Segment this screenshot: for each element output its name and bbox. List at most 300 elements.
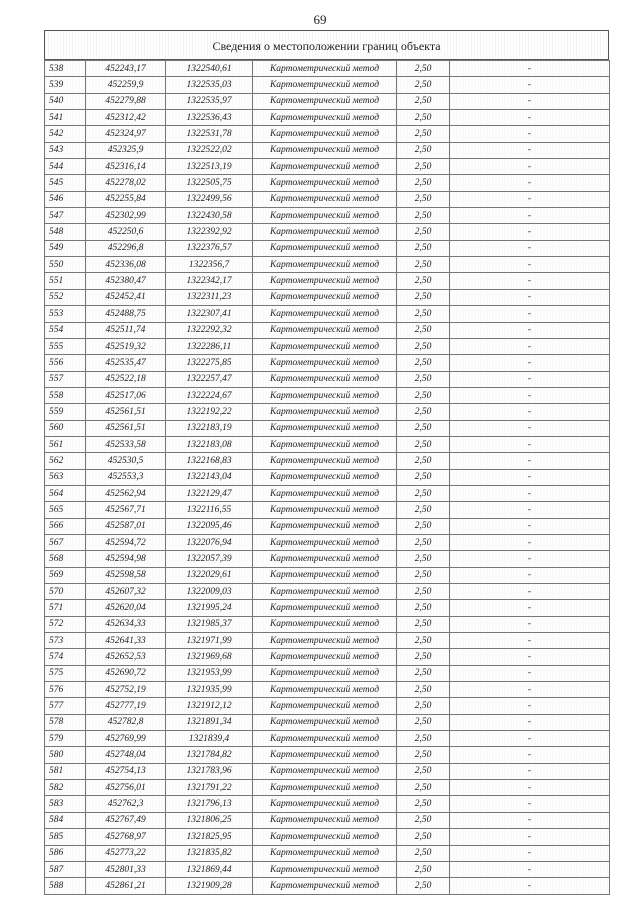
accuracy-cell: 2,50 (397, 469, 450, 485)
method-cell: Картометрический метод (253, 404, 397, 420)
coordinate-x-cell: 452302,99 (86, 208, 166, 224)
accuracy-cell: 2,50 (397, 731, 450, 747)
method-cell: Картометрический метод (253, 387, 397, 403)
coordinate-x-cell: 452748,04 (86, 747, 166, 763)
accuracy-cell: 2,50 (397, 812, 450, 828)
method-cell: Картометрический метод (253, 126, 397, 142)
method-cell: Картометрический метод (253, 289, 397, 305)
accuracy-cell: 2,50 (397, 387, 450, 403)
method-cell: Картометрический метод (253, 208, 397, 224)
method-cell: Картометрический метод (253, 306, 397, 322)
coordinate-y-cell: 1321806,25 (166, 812, 253, 828)
description-cell: - (450, 338, 610, 354)
description-cell: - (450, 371, 610, 387)
accuracy-cell: 2,50 (397, 142, 450, 158)
method-cell: Картометрический метод (253, 829, 397, 845)
accuracy-cell: 2,50 (397, 224, 450, 240)
point-number-cell: 548 (45, 224, 86, 240)
description-cell: - (450, 812, 610, 828)
accuracy-cell: 2,50 (397, 567, 450, 583)
coordinate-y-cell: 1322376,57 (166, 240, 253, 256)
point-number-cell: 542 (45, 126, 86, 142)
coordinate-y-cell: 1321969,68 (166, 649, 253, 665)
description-cell: - (450, 682, 610, 698)
accuracy-cell: 2,50 (397, 747, 450, 763)
coordinate-x-cell: 452561,51 (86, 420, 166, 436)
coordinate-x-cell: 452522,18 (86, 371, 166, 387)
method-cell: Картометрический метод (253, 142, 397, 158)
description-cell: - (450, 861, 610, 877)
description-cell: - (450, 796, 610, 812)
accuracy-cell: 2,50 (397, 273, 450, 289)
coordinate-x-cell: 452533,58 (86, 436, 166, 452)
coordinate-x-cell: 452762,3 (86, 796, 166, 812)
accuracy-cell: 2,50 (397, 616, 450, 632)
description-cell: - (450, 420, 610, 436)
accuracy-cell: 2,50 (397, 682, 450, 698)
accuracy-cell: 2,50 (397, 861, 450, 877)
table-row (45, 551, 610, 567)
coordinate-y-cell: 1322513,19 (166, 159, 253, 175)
accuracy-cell: 2,50 (397, 829, 450, 845)
coordinate-x-cell: 452754,13 (86, 763, 166, 779)
point-number-cell: 549 (45, 240, 86, 256)
point-number-cell: 550 (45, 257, 86, 273)
coordinate-x-cell: 452561,51 (86, 404, 166, 420)
point-number-cell: 583 (45, 796, 86, 812)
point-number-cell: 540 (45, 93, 86, 109)
description-cell: - (450, 649, 610, 665)
table-row (45, 469, 610, 485)
method-cell: Картометрический метод (253, 534, 397, 550)
accuracy-cell: 2,50 (397, 502, 450, 518)
point-number-cell: 539 (45, 77, 86, 93)
coordinate-x-cell: 452336,08 (86, 257, 166, 273)
method-cell: Картометрический метод (253, 747, 397, 763)
coordinate-y-cell: 1321891,34 (166, 714, 253, 730)
coordinate-x-cell: 452535,47 (86, 355, 166, 371)
coordinate-y-cell: 1321835,82 (166, 845, 253, 861)
point-number-cell: 559 (45, 404, 86, 420)
coordinate-x-cell: 452861,21 (86, 878, 166, 894)
method-cell: Картометрический метод (253, 584, 397, 600)
coordinate-y-cell: 1321971,99 (166, 633, 253, 649)
coordinate-y-cell: 1322292,32 (166, 322, 253, 338)
description-cell: - (450, 355, 610, 371)
coordinate-y-cell: 1322522,02 (166, 142, 253, 158)
point-number-cell: 585 (45, 829, 86, 845)
description-cell: - (450, 584, 610, 600)
coordinate-x-cell: 452243,17 (86, 61, 166, 77)
accuracy-cell: 2,50 (397, 534, 450, 550)
method-cell: Картометрический метод (253, 812, 397, 828)
coordinate-y-cell: 1322192,22 (166, 404, 253, 420)
coordinate-x-cell: 452634,33 (86, 616, 166, 632)
description-cell: - (450, 159, 610, 175)
table-row (45, 387, 610, 403)
description-cell: - (450, 829, 610, 845)
method-cell: Картометрический метод (253, 698, 397, 714)
method-cell: Картометрический метод (253, 763, 397, 779)
coordinate-y-cell: 1322311,23 (166, 289, 253, 305)
point-number-cell: 546 (45, 191, 86, 207)
table-row (45, 763, 610, 779)
accuracy-cell: 2,50 (397, 110, 450, 126)
coordinate-x-cell: 452752,19 (86, 682, 166, 698)
boundary-table-sheet (44, 30, 609, 895)
accuracy-cell: 2,50 (397, 698, 450, 714)
coordinate-x-cell: 452777,19 (86, 698, 166, 714)
coordinate-y-cell: 1322505,75 (166, 175, 253, 191)
coordinate-y-cell: 1322286,11 (166, 338, 253, 354)
point-number-cell: 575 (45, 665, 86, 681)
description-cell: - (450, 567, 610, 583)
coordinate-x-cell: 452380,47 (86, 273, 166, 289)
accuracy-cell: 2,50 (397, 714, 450, 730)
coordinate-y-cell: 1321825,95 (166, 829, 253, 845)
coordinate-y-cell: 1322342,17 (166, 273, 253, 289)
method-cell: Картометрический метод (253, 861, 397, 877)
table-row (45, 257, 610, 273)
accuracy-cell: 2,50 (397, 77, 450, 93)
method-cell: Картометрический метод (253, 371, 397, 387)
description-cell: - (450, 404, 610, 420)
point-number-cell: 554 (45, 322, 86, 338)
table-row (45, 502, 610, 518)
coordinate-y-cell: 1322224,67 (166, 387, 253, 403)
accuracy-cell: 2,50 (397, 780, 450, 796)
coordinate-y-cell: 1322168,83 (166, 453, 253, 469)
table-row (45, 110, 610, 126)
coordinate-y-cell: 1322275,85 (166, 355, 253, 371)
table-row (45, 616, 610, 632)
description-cell: - (450, 763, 610, 779)
description-cell: - (450, 780, 610, 796)
accuracy-cell: 2,50 (397, 306, 450, 322)
description-cell: - (450, 665, 610, 681)
coordinate-y-cell: 1322143,04 (166, 469, 253, 485)
coordinate-x-cell: 452756,01 (86, 780, 166, 796)
description-cell: - (450, 453, 610, 469)
coordinate-x-cell: 452316,14 (86, 159, 166, 175)
coordinate-x-cell: 452620,04 (86, 600, 166, 616)
description-cell: - (450, 387, 610, 403)
description-cell: - (450, 747, 610, 763)
table-row (45, 682, 610, 698)
table-row (45, 698, 610, 714)
coordinate-x-cell: 452594,72 (86, 534, 166, 550)
accuracy-cell: 2,50 (397, 453, 450, 469)
coordinate-y-cell: 1322183,19 (166, 420, 253, 436)
description-cell: - (450, 731, 610, 747)
point-number-cell: 586 (45, 845, 86, 861)
coordinates-table-body (45, 61, 610, 895)
coordinate-x-cell: 452255,84 (86, 191, 166, 207)
description-cell: - (450, 126, 610, 142)
coordinate-x-cell: 452607,32 (86, 584, 166, 600)
method-cell: Картометрический метод (253, 714, 397, 730)
coordinate-x-cell: 452567,71 (86, 502, 166, 518)
point-number-cell: 579 (45, 731, 86, 747)
accuracy-cell: 2,50 (397, 404, 450, 420)
description-cell: - (450, 845, 610, 861)
coordinate-x-cell: 452587,01 (86, 518, 166, 534)
table-row (45, 175, 610, 191)
coordinate-y-cell: 1321909,28 (166, 878, 253, 894)
coordinate-x-cell: 452767,49 (86, 812, 166, 828)
accuracy-cell: 2,50 (397, 61, 450, 77)
accuracy-cell: 2,50 (397, 159, 450, 175)
accuracy-cell: 2,50 (397, 175, 450, 191)
coordinate-y-cell: 1321869,44 (166, 861, 253, 877)
coordinate-y-cell: 1322356,7 (166, 257, 253, 273)
point-number-cell: 568 (45, 551, 86, 567)
point-number-cell: 581 (45, 763, 86, 779)
accuracy-cell: 2,50 (397, 600, 450, 616)
table-row (45, 600, 610, 616)
point-number-cell: 572 (45, 616, 86, 632)
accuracy-cell: 2,50 (397, 191, 450, 207)
point-number-cell: 561 (45, 436, 86, 452)
coordinate-y-cell: 1322535,03 (166, 77, 253, 93)
point-number-cell: 551 (45, 273, 86, 289)
coordinate-y-cell: 1321784,82 (166, 747, 253, 763)
description-cell: - (450, 485, 610, 501)
table-row (45, 273, 610, 289)
table-row (45, 796, 610, 812)
description-cell: - (450, 224, 610, 240)
table-row (45, 747, 610, 763)
coordinate-x-cell: 452312,42 (86, 110, 166, 126)
point-number-cell: 545 (45, 175, 86, 191)
coordinate-y-cell: 1321791,22 (166, 780, 253, 796)
page-number: 69 (313, 12, 327, 27)
table-heading: Сведения о местоположении границ объекта (44, 30, 609, 60)
method-cell: Картометрический метод (253, 649, 397, 665)
method-cell: Картометрический метод (253, 159, 397, 175)
point-number-cell: 564 (45, 485, 86, 501)
coordinate-y-cell: 1322183,08 (166, 436, 253, 452)
description-cell: - (450, 616, 610, 632)
coordinate-y-cell: 1322499,56 (166, 191, 253, 207)
table-row (45, 159, 610, 175)
point-number-cell: 544 (45, 159, 86, 175)
point-number-cell: 587 (45, 861, 86, 877)
point-number-cell: 547 (45, 208, 86, 224)
description-cell: - (450, 698, 610, 714)
coordinate-x-cell: 452279,88 (86, 93, 166, 109)
coordinate-x-cell: 452296,8 (86, 240, 166, 256)
method-cell: Картометрический метод (253, 110, 397, 126)
description-cell: - (450, 110, 610, 126)
method-cell: Картометрический метод (253, 77, 397, 93)
description-cell: - (450, 61, 610, 77)
method-cell: Картометрический метод (253, 257, 397, 273)
coordinate-x-cell: 452652,53 (86, 649, 166, 665)
point-number-cell: 569 (45, 567, 86, 583)
table-row (45, 240, 610, 256)
method-cell: Картометрический метод (253, 682, 397, 698)
table-row (45, 420, 610, 436)
table-row (45, 306, 610, 322)
table-row (45, 567, 610, 583)
coordinate-x-cell: 452769,99 (86, 731, 166, 747)
method-cell: Картометрический метод (253, 175, 397, 191)
method-cell: Картометрический метод (253, 240, 397, 256)
method-cell: Картометрический метод (253, 551, 397, 567)
description-cell: - (450, 436, 610, 452)
method-cell: Картометрический метод (253, 469, 397, 485)
description-cell: - (450, 322, 610, 338)
coordinate-x-cell: 452641,33 (86, 633, 166, 649)
description-cell: - (450, 175, 610, 191)
accuracy-cell: 2,50 (397, 208, 450, 224)
accuracy-cell: 2,50 (397, 485, 450, 501)
table-row (45, 355, 610, 371)
table-row (45, 404, 610, 420)
coordinates-table (44, 60, 610, 895)
accuracy-cell: 2,50 (397, 257, 450, 273)
description-cell: - (450, 714, 610, 730)
accuracy-cell: 2,50 (397, 633, 450, 649)
point-number-cell: 556 (45, 355, 86, 371)
method-cell: Картометрический метод (253, 845, 397, 861)
method-cell: Картометрический метод (253, 61, 397, 77)
point-number-cell: 538 (45, 61, 86, 77)
accuracy-cell: 2,50 (397, 322, 450, 338)
method-cell: Картометрический метод (253, 780, 397, 796)
accuracy-cell: 2,50 (397, 649, 450, 665)
table-row (45, 126, 610, 142)
coordinate-y-cell: 1321995,24 (166, 600, 253, 616)
coordinate-y-cell: 1321985,37 (166, 616, 253, 632)
coordinate-x-cell: 452511,74 (86, 322, 166, 338)
coordinate-y-cell: 1321912,12 (166, 698, 253, 714)
description-cell: - (450, 633, 610, 649)
coordinate-x-cell: 452325,9 (86, 142, 166, 158)
table-row (45, 224, 610, 240)
point-number-cell: 558 (45, 387, 86, 403)
accuracy-cell: 2,50 (397, 845, 450, 861)
point-number-cell: 553 (45, 306, 86, 322)
method-cell: Картометрический метод (253, 485, 397, 501)
description-cell: - (450, 502, 610, 518)
method-cell: Картометрический метод (253, 224, 397, 240)
method-cell: Картометрический метод (253, 600, 397, 616)
table-row (45, 289, 610, 305)
accuracy-cell: 2,50 (397, 338, 450, 354)
description-cell: - (450, 273, 610, 289)
point-number-cell: 566 (45, 518, 86, 534)
table-row (45, 338, 610, 354)
table-row (45, 829, 610, 845)
accuracy-cell: 2,50 (397, 93, 450, 109)
accuracy-cell: 2,50 (397, 665, 450, 681)
table-row (45, 665, 610, 681)
coordinate-x-cell: 452488,75 (86, 306, 166, 322)
point-number-cell: 570 (45, 584, 86, 600)
coordinate-x-cell: 452517,06 (86, 387, 166, 403)
coordinate-x-cell: 452250,6 (86, 224, 166, 240)
table-row (45, 714, 610, 730)
table-row (45, 584, 610, 600)
coordinate-y-cell: 1321953,99 (166, 665, 253, 681)
coordinate-x-cell: 452768,97 (86, 829, 166, 845)
method-cell: Картометрический метод (253, 502, 397, 518)
description-cell: - (450, 878, 610, 894)
coordinate-x-cell: 452452,41 (86, 289, 166, 305)
coordinate-x-cell: 452562,94 (86, 485, 166, 501)
coordinate-y-cell: 1322307,41 (166, 306, 253, 322)
method-cell: Картометрический метод (253, 665, 397, 681)
table-row (45, 77, 610, 93)
table-row (45, 861, 610, 877)
table-row (45, 142, 610, 158)
coordinate-y-cell: 1322540,61 (166, 61, 253, 77)
table-row (45, 845, 610, 861)
point-number-cell: 573 (45, 633, 86, 649)
table-row (45, 191, 610, 207)
description-cell: - (450, 518, 610, 534)
method-cell: Картометрический метод (253, 191, 397, 207)
point-number-cell: 560 (45, 420, 86, 436)
accuracy-cell: 2,50 (397, 436, 450, 452)
coordinate-y-cell: 1322009,03 (166, 584, 253, 600)
coordinate-x-cell: 452553,3 (86, 469, 166, 485)
method-cell: Картометрический метод (253, 355, 397, 371)
accuracy-cell: 2,50 (397, 518, 450, 534)
coordinate-y-cell: 1322392,92 (166, 224, 253, 240)
table-row (45, 453, 610, 469)
table-row (45, 812, 610, 828)
coordinate-x-cell: 452519,32 (86, 338, 166, 354)
point-number-cell: 555 (45, 338, 86, 354)
coordinate-x-cell: 452530,5 (86, 453, 166, 469)
point-number-cell: 541 (45, 110, 86, 126)
point-number-cell: 576 (45, 682, 86, 698)
coordinate-y-cell: 1322430,58 (166, 208, 253, 224)
coordinate-x-cell: 452259,9 (86, 77, 166, 93)
coordinate-x-cell: 452690,72 (86, 665, 166, 681)
table-row (45, 208, 610, 224)
point-number-cell: 578 (45, 714, 86, 730)
table-row (45, 436, 610, 452)
method-cell: Картометрический метод (253, 273, 397, 289)
table-row (45, 878, 610, 894)
coordinate-y-cell: 1322129,47 (166, 485, 253, 501)
accuracy-cell: 2,50 (397, 126, 450, 142)
table-row (45, 322, 610, 338)
description-cell: - (450, 93, 610, 109)
table-row (45, 61, 610, 77)
method-cell: Картометрический метод (253, 616, 397, 632)
accuracy-cell: 2,50 (397, 878, 450, 894)
method-cell: Картометрический метод (253, 420, 397, 436)
coordinate-y-cell: 1322057,39 (166, 551, 253, 567)
coordinate-y-cell: 1321796,13 (166, 796, 253, 812)
point-number-cell: 580 (45, 747, 86, 763)
coordinate-y-cell: 1322536,43 (166, 110, 253, 126)
table-row (45, 649, 610, 665)
point-number-cell: 565 (45, 502, 86, 518)
point-number-cell: 588 (45, 878, 86, 894)
method-cell: Картометрический метод (253, 93, 397, 109)
coordinate-y-cell: 1322535,97 (166, 93, 253, 109)
point-number-cell: 543 (45, 142, 86, 158)
table-row (45, 485, 610, 501)
coordinate-y-cell: 1321935,99 (166, 682, 253, 698)
description-cell: - (450, 469, 610, 485)
